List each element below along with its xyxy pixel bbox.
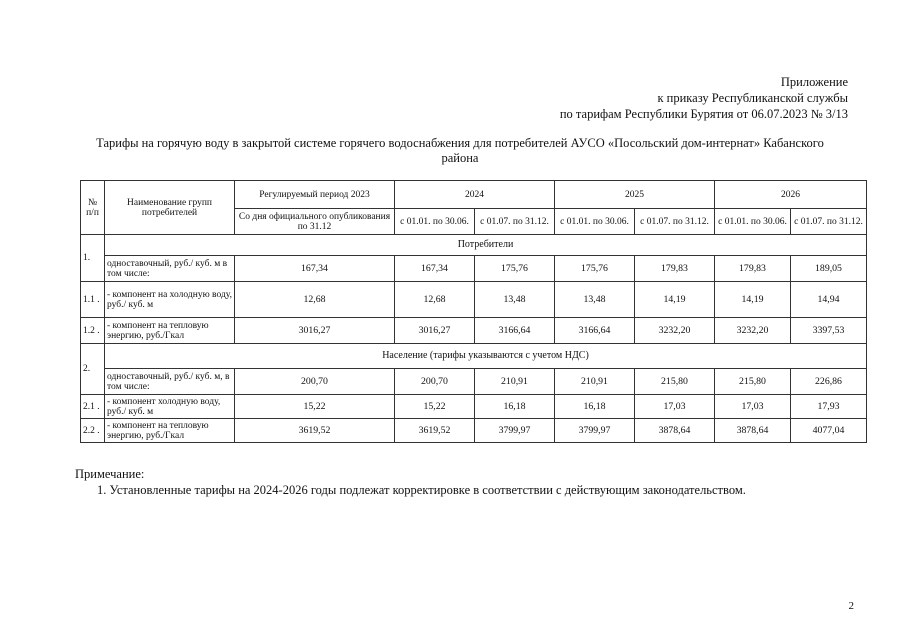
value-cell: 210,91 [555,369,635,395]
subheader-reg: Со дня официального опубликования по 31.12 [235,209,395,235]
value-cell: 3016,27 [395,318,475,344]
subheader-half: с 01.01. по 30.06. [555,209,635,235]
header-reg-period: Регулируемый период 2023 [235,181,395,209]
title-line: района [441,151,479,165]
appendix-line: Приложение [780,75,848,89]
value-cell: 15,22 [395,395,475,419]
value-cell: 175,76 [555,256,635,282]
value-cell: 215,80 [635,369,715,395]
row-name: одноставочный, руб./ куб. м в том числе: [105,256,235,282]
value-cell: 17,03 [715,395,791,419]
row-num: 2.2 . [81,419,105,443]
page-number: 2 [848,600,854,612]
value-cell: 3878,64 [635,419,715,443]
row-num: 2.1 . [81,395,105,419]
header-name: Наименование групп потребителей [105,181,235,235]
value-cell: 210,91 [475,369,555,395]
row-num: 1.1 . [81,282,105,318]
note-item: 1. Установленные тарифы на 2024-2026 годы подлежат корректировке в соответствии с действующим законодательством. [97,483,746,497]
notes-block [75,466,746,498]
value-cell: 3799,97 [475,419,555,443]
section-population: Население (тарифы указываются с учетом НДС) [105,344,867,369]
header-year: 2024 [395,181,555,209]
value-cell: 13,48 [475,282,555,318]
value-cell: 200,70 [235,369,395,395]
tariff-table [80,180,867,443]
value-cell: 3619,52 [235,419,395,443]
value-cell: 12,68 [395,282,475,318]
value-cell: 175,76 [475,256,555,282]
value-cell: 3619,52 [395,419,475,443]
row-name: - компонент на тепловую энергию, руб./Гкал [105,419,235,443]
header-num: № п/п [81,181,105,235]
value-cell: 15,22 [235,395,395,419]
subheader-half: с 01.01. по 30.06. [715,209,791,235]
value-cell: 167,34 [395,256,475,282]
row-num: 1.2 . [81,318,105,344]
row-name: одноставочный, руб./ куб. м, в том числе: [105,369,235,395]
appendix-header [560,74,848,122]
value-cell: 14,94 [791,282,867,318]
header-year: 2025 [555,181,715,209]
section-consumers: Потребители [105,235,867,256]
value-cell: 13,48 [555,282,635,318]
document-title [80,136,840,166]
value-cell: 189,05 [791,256,867,282]
value-cell: 3166,64 [555,318,635,344]
value-cell: 179,83 [715,256,791,282]
appendix-line: по тарифам Республики Бурятия от 06.07.2023 № 3/13 [559,107,848,121]
subheader-half: с 01.07. по 31.12. [635,209,715,235]
row-num: 1. [81,235,105,282]
value-cell: 3878,64 [715,419,791,443]
appendix-line: к приказу Республиканской службы [657,91,848,105]
value-cell: 167,34 [235,256,395,282]
value-cell: 226,86 [791,369,867,395]
value-cell: 17,93 [791,395,867,419]
value-cell: 3799,97 [555,419,635,443]
row-name: - компонент на холодную воду, руб./ куб. м [105,282,235,318]
value-cell: 3166,64 [475,318,555,344]
value-cell: 3232,20 [635,318,715,344]
value-cell: 179,83 [635,256,715,282]
value-cell: 16,18 [475,395,555,419]
notes-heading: Примечание: [75,467,145,481]
subheader-half: с 01.07. по 31.12. [791,209,867,235]
value-cell: 17,03 [635,395,715,419]
subheader-half: с 01.01. по 30.06. [395,209,475,235]
row-name: - компонент холодную воду, руб./ куб. м [105,395,235,419]
row-num: 2. [81,344,105,395]
value-cell: 200,70 [395,369,475,395]
value-cell: 3016,27 [235,318,395,344]
row-name: - компонент на тепловую энергию, руб./Гкал [105,318,235,344]
value-cell: 16,18 [555,395,635,419]
value-cell: 3232,20 [715,318,791,344]
value-cell: 215,80 [715,369,791,395]
title-line: Тарифы на горячую воду в закрытой системе горячего водоснабжения для потребителей АУСО «Посольский дом-интернат» Кабанского [96,136,824,150]
header-year: 2026 [715,181,867,209]
value-cell: 4077,04 [791,419,867,443]
value-cell: 14,19 [635,282,715,318]
value-cell: 12,68 [235,282,395,318]
subheader-half: с 01.07. по 31.12. [475,209,555,235]
value-cell: 14,19 [715,282,791,318]
value-cell: 3397,53 [791,318,867,344]
